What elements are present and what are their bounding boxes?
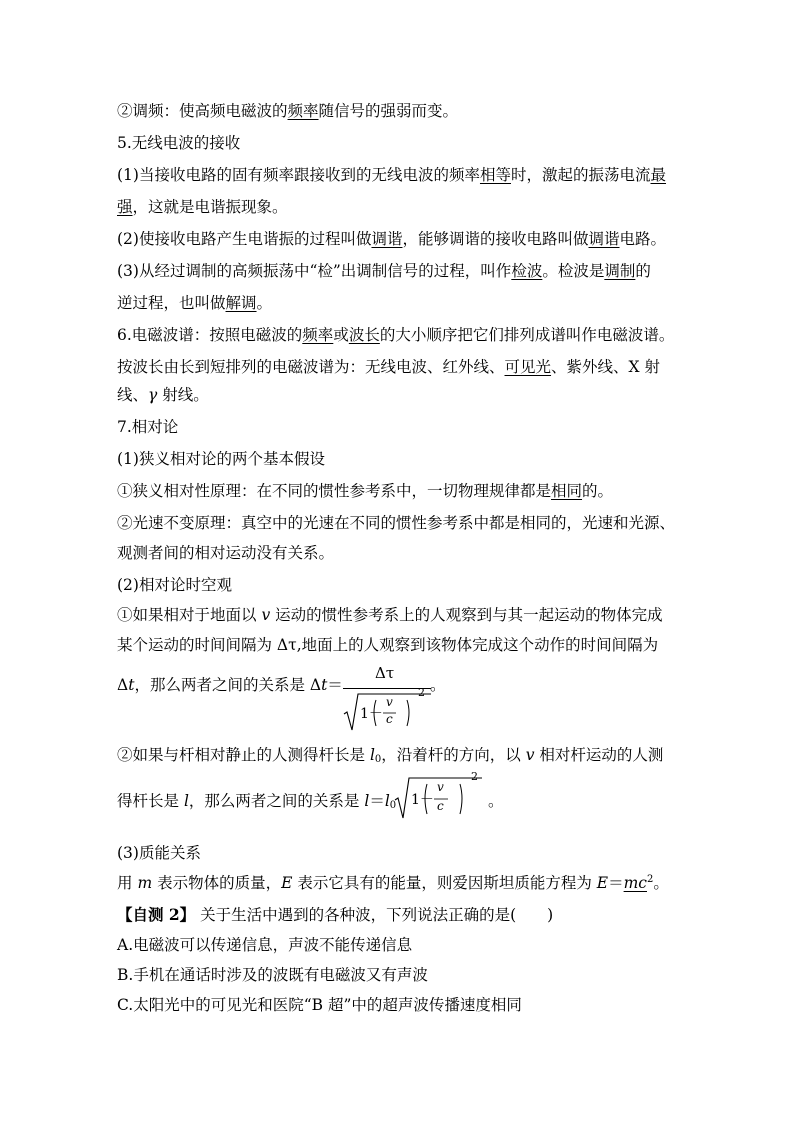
subheading-postulates bbox=[117, 448, 325, 470]
text: 线、 bbox=[117, 386, 149, 404]
var-l: l bbox=[183, 792, 189, 810]
time-dilation-fraction bbox=[343, 660, 433, 730]
text: ①如果相对于地面以 bbox=[117, 606, 262, 624]
line-relativity-principle bbox=[117, 480, 613, 502]
text: 用 bbox=[117, 874, 138, 892]
subscript: 0 bbox=[389, 800, 397, 811]
underlined-answer: 检波 bbox=[511, 262, 543, 280]
text: ，这就是电谐振现象。 bbox=[132, 198, 288, 216]
var-v: v bbox=[525, 746, 535, 764]
text: 某个运动的时间间隔为 Δτ,地面上的人观察到该物体完成这个动作的时间间隔为 bbox=[117, 636, 659, 654]
text: (2)使接收电路产生电谐振的过程叫做 bbox=[117, 230, 372, 248]
text: 随信号的强弱而变。 bbox=[318, 102, 459, 120]
text: ②如果与杆相对静止的人测得杆长是 bbox=[117, 746, 370, 764]
section-heading-7 bbox=[117, 416, 178, 438]
underlined-answer: 调谐 bbox=[371, 230, 403, 248]
line-length-contraction-2 bbox=[117, 790, 396, 812]
var-c: c bbox=[437, 799, 444, 813]
var-E: E bbox=[596, 874, 609, 892]
line-light-speed-1 bbox=[117, 512, 675, 534]
text: (3)从经过调制的高频振荡中“检”出调制信号的过程，叫作 bbox=[117, 262, 512, 280]
text: 逆过程，也叫做 bbox=[117, 294, 226, 312]
text: 观测者间的相对运动没有关系。 bbox=[117, 544, 335, 562]
text: 。 bbox=[653, 874, 669, 892]
var-l: l bbox=[364, 792, 370, 810]
var-m: m bbox=[137, 874, 153, 892]
var-t: t bbox=[128, 676, 135, 694]
subheading-spacetime bbox=[117, 574, 232, 596]
line-reception-3-cont bbox=[117, 292, 272, 314]
text: 按波长由长到短排列的电磁波谱为：无线电波、红外线、 bbox=[117, 358, 505, 376]
line-reception-2 bbox=[117, 228, 666, 250]
text: 的 bbox=[635, 262, 651, 280]
text: 的大小顺序把它们排列成谱叫作电磁波谱。 bbox=[379, 326, 675, 344]
text: (1)狭义相对论的两个基本假设 bbox=[117, 450, 325, 468]
line-time-dilation-2 bbox=[117, 634, 658, 656]
one-minus: 1－ bbox=[360, 706, 383, 722]
length-sqrt bbox=[394, 770, 490, 820]
text: 运动的惯性参考系上的人观察到与其一起运动的物体完成 bbox=[270, 606, 663, 624]
line-time-dilation-1 bbox=[117, 604, 663, 626]
exponent: 2 bbox=[418, 686, 425, 699]
underlined-answer: 频率 bbox=[302, 326, 334, 344]
text: ，沿着杆的方向，以 bbox=[381, 746, 526, 764]
text: 表示它具有的能量，则爱因斯坦质能方程为 bbox=[292, 874, 597, 892]
underlined-answer: mc bbox=[623, 874, 647, 892]
section-heading-5 bbox=[117, 132, 240, 154]
line-spectrum-2 bbox=[117, 356, 660, 378]
underlined-answer: 调谐 bbox=[588, 230, 620, 248]
question-text: 关于生活中遇到的各种波，下列说法正确的是( ) bbox=[195, 906, 554, 924]
text: ，那么两者之间的关系是 bbox=[188, 792, 365, 810]
text: ②调频：使高频电磁波的 bbox=[117, 102, 288, 120]
var-t: t bbox=[321, 676, 328, 694]
line-reception-1 bbox=[117, 164, 666, 186]
text: 相对杆运动的人测 bbox=[534, 746, 664, 764]
option-text: C.太阳光中的可见光和医院“B 超”中的超声波传播速度相同 bbox=[117, 996, 522, 1014]
formula1-period bbox=[430, 674, 446, 696]
var-E: E bbox=[281, 874, 293, 892]
line-light-speed-2 bbox=[117, 542, 334, 564]
subscript: 0 bbox=[374, 754, 382, 765]
text: ＝ bbox=[608, 874, 624, 892]
line-spectrum-3 bbox=[117, 384, 209, 406]
heading-text: 5.无线电波的接收 bbox=[117, 134, 241, 152]
fraction-numerator: Δτ bbox=[375, 664, 395, 682]
underlined-answer: 相等 bbox=[479, 166, 511, 184]
line-mass-energy bbox=[117, 872, 669, 894]
option-a bbox=[117, 934, 412, 956]
line-time-dilation-3 bbox=[117, 674, 343, 696]
var-v: v bbox=[261, 606, 271, 624]
line-spectrum-1 bbox=[117, 324, 674, 346]
var-v: v bbox=[386, 695, 393, 709]
text: 。 bbox=[256, 294, 273, 312]
text: ②光速不变原理：真空中的光速在不同的惯性参考系中都是相同的，光速和光源、 bbox=[117, 514, 676, 532]
line-reception-3 bbox=[117, 260, 651, 282]
text: 射线。 bbox=[157, 386, 209, 404]
self-test-question bbox=[117, 904, 553, 926]
underlined-answer: 相同 bbox=[551, 482, 583, 500]
text: 、紫外线、X 射 bbox=[551, 358, 660, 376]
var-l: l bbox=[369, 746, 375, 764]
gamma-symbol: γ bbox=[148, 386, 158, 404]
line-fm-modulation bbox=[117, 100, 458, 122]
text: 。检波是 bbox=[542, 262, 605, 280]
text: (1)当接收电路的固有频率跟接收到的无线电波的频率 bbox=[117, 166, 480, 184]
var-l: l bbox=[384, 792, 390, 810]
text: 或 bbox=[333, 326, 349, 344]
text: ，能够调谐的接收电路叫做 bbox=[402, 230, 589, 248]
text: 。 bbox=[488, 792, 504, 810]
text: ＝ bbox=[327, 676, 343, 694]
option-text: B.手机在通话时涉及的波既有电磁波又有声波 bbox=[117, 966, 428, 984]
text: 。 bbox=[430, 676, 446, 694]
text: ，那么两者之间的关系是 Δ bbox=[134, 676, 322, 694]
exponent: 2 bbox=[471, 770, 478, 783]
underlined-answer: 调制 bbox=[604, 262, 636, 280]
text: Δ bbox=[117, 676, 129, 694]
text: 得杆长是 bbox=[117, 792, 184, 810]
self-test-tag: 【自测 2】 bbox=[117, 905, 196, 924]
underlined-answer: 可见光 bbox=[504, 358, 552, 376]
line-length-contraction-1 bbox=[117, 744, 663, 766]
var-v: v bbox=[437, 780, 444, 794]
option-c bbox=[117, 994, 522, 1016]
text: 电路。 bbox=[619, 230, 667, 248]
var-c: c bbox=[386, 712, 393, 726]
text: ＝ bbox=[369, 792, 385, 810]
text: 6.电磁波谱：按照电磁波的 bbox=[117, 326, 303, 344]
option-b bbox=[117, 964, 428, 986]
text: 时，激起的振荡电流 bbox=[510, 166, 651, 184]
underlined-answer: 波长 bbox=[348, 326, 380, 344]
underlined-answer: 最 bbox=[650, 166, 667, 184]
text: 表示物体的质量， bbox=[152, 874, 282, 892]
subheading-mass-energy bbox=[117, 842, 201, 864]
underlined-answer: 解调 bbox=[225, 294, 257, 312]
heading-text: 7.相对论 bbox=[117, 418, 179, 436]
text: (2)相对论时空观 bbox=[117, 576, 232, 594]
underlined-answer: 频率 bbox=[287, 102, 319, 120]
superscript: 2 bbox=[647, 874, 654, 885]
formula2-period bbox=[488, 790, 504, 812]
underlined-answer: 强 bbox=[117, 198, 133, 216]
option-text: A.电磁波可以传递信息，声波不能传递信息 bbox=[117, 936, 413, 954]
one-minus: 1－ bbox=[411, 792, 434, 808]
sqrt-denominator bbox=[343, 686, 433, 732]
text: ①狭义相对性原理：在不同的惯性参考系中，一切物理规律都是 bbox=[117, 482, 552, 500]
line-reception-1-cont bbox=[117, 196, 288, 218]
text: 的。 bbox=[582, 482, 614, 500]
text: (3)质能关系 bbox=[117, 844, 201, 862]
